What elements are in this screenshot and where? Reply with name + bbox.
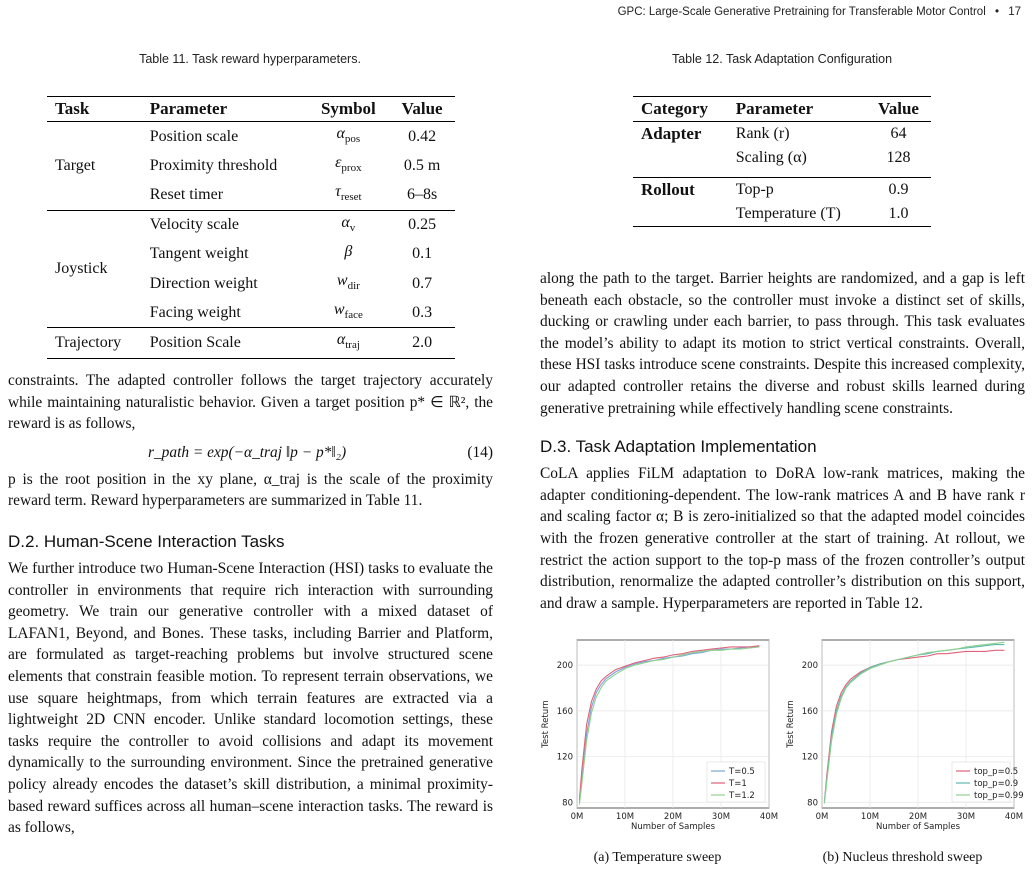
table12-parameter-cell: Rank (r) bbox=[728, 122, 866, 147]
table12-header-cell: Value bbox=[866, 97, 931, 122]
table12-value-cell: 1.0 bbox=[866, 202, 931, 227]
table11-symbol: τ bbox=[335, 183, 341, 201]
table11-value-cell: 0.3 bbox=[412, 303, 433, 321]
running-header bbox=[618, 6, 1021, 18]
table11-value-cell: 0.42 bbox=[389, 122, 455, 152]
table11-symbol-cell bbox=[307, 180, 389, 210]
table11-symbol-subscript: dir bbox=[347, 280, 360, 293]
table12-header-cell: Category bbox=[633, 97, 728, 122]
x-tick-label: 40M bbox=[1004, 812, 1024, 822]
table12-value-cell: 128 bbox=[886, 149, 911, 166]
table11-symbol-cell bbox=[307, 269, 389, 298]
table11-symbol: β bbox=[344, 242, 353, 260]
left-paragraph-1: constraints. The adapted controller follows the target trajectory accurately while maintaining naturalistic behavior. Given a target position p* ∈ ℝ², the reward is as follows, bbox=[8, 372, 493, 433]
table11-symbol-cell bbox=[307, 210, 389, 240]
table11-task-cell: Trajectory bbox=[47, 328, 142, 358]
y-tick-label: 120 bbox=[801, 752, 818, 763]
header-title: GPC: Large-Scale Generative Pretraining for Transferable Motor Control bbox=[617, 6, 986, 18]
table11-symbol-subscript: prox bbox=[341, 162, 362, 175]
table11-parameter-cell: Reset timer bbox=[149, 185, 224, 203]
table11-symbol: α bbox=[341, 213, 350, 231]
table12-header-row bbox=[633, 97, 931, 122]
table11-symbol-cell bbox=[307, 298, 389, 328]
left-column bbox=[8, 370, 493, 839]
table11-symbol-cell bbox=[307, 151, 389, 180]
table11-symbol-subscript: reset bbox=[340, 191, 362, 204]
table11-task-cell: Target bbox=[47, 122, 142, 211]
y-axis-label: Test Return bbox=[786, 700, 796, 748]
table11-symbol: w bbox=[333, 301, 345, 319]
table11-header-row bbox=[47, 97, 455, 122]
legend-label: T=1 bbox=[729, 779, 747, 789]
table11-value-cell: 0.1 bbox=[412, 245, 433, 263]
table12-category-cell: Rollout bbox=[633, 178, 728, 227]
table11-symbol: α bbox=[336, 125, 345, 142]
table11-parameter-cell: Position Scale bbox=[142, 328, 308, 358]
legend-label: T=0.5 bbox=[729, 767, 755, 777]
x-tick-label: 10M bbox=[860, 812, 880, 822]
table11-parameter-cell: Facing weight bbox=[149, 303, 241, 321]
y-tick-label: 160 bbox=[556, 706, 573, 717]
table11-value-cell: 2.0 bbox=[389, 328, 455, 358]
equation-number: (14) bbox=[467, 443, 493, 461]
table11-symbol-subscript: pos bbox=[344, 133, 361, 146]
x-tick-label: 20M bbox=[663, 812, 683, 822]
x-tick-label: 20M bbox=[908, 812, 928, 822]
legend-label: T=1.2 bbox=[729, 791, 755, 801]
y-tick-label: 200 bbox=[556, 661, 573, 672]
table11-symbol-cell bbox=[307, 328, 389, 358]
chart-temperature-sweep bbox=[535, 628, 780, 843]
right-column bbox=[540, 268, 1025, 614]
table11-header-cell: Task bbox=[47, 97, 142, 122]
chart-nucleus-threshold-sweep bbox=[780, 628, 1025, 843]
legend-label: top_p=0.9 bbox=[974, 779, 1019, 789]
table12-header-cell: Parameter bbox=[728, 97, 866, 122]
y-tick-label: 80 bbox=[562, 798, 573, 809]
right-paragraph-2: CoLA applies FiLM adaptation to DoRA low-rank matrices, making the adapter conditioning-dependent. The low-rank matrices A and B have rank r and scaling factor α; B is zero-initialized so that the adapted model coincides with the frozen generative controller at the start of training. At rollout, we restrict the action support to the top-p mass of the frozen controller’s output distribution, renormalize the adapted controller’s distribution on this support, and draw a sample. Hyperparameters are reported in Table 12. bbox=[540, 465, 1025, 612]
table12-parameter-cell: Top-p bbox=[728, 178, 866, 203]
x-tick-label: 40M bbox=[759, 812, 779, 822]
section-d2-title: D.2. Human-Scene Interaction Tasks bbox=[8, 531, 285, 551]
equation-14 bbox=[8, 439, 493, 469]
legend-label: top_p=0.5 bbox=[974, 767, 1019, 777]
table11-parameter-cell: Proximity threshold bbox=[149, 156, 278, 174]
caption-a: (a) Temperature sweep bbox=[593, 850, 722, 865]
left-paragraph-2: p is the root position in the xy plane, α_traj is the scale of the proximity reward term. Reward hyperparameters are summarized in Table 11. bbox=[8, 470, 493, 510]
left-paragraph-3: We further introduce two Human-Scene Interaction (HSI) tasks to evaluate the controller in environments that require rich interaction with surrounding geometry. We train our generative controller with a mixed dataset of LAFAN1, Beyond, and Bones. These tasks, including Barrier and Platform, are formulated as target-reaching problems but involve structured scene elements that constrain feasible motion. To represent terrain observations, we use square heightmaps, from which terrain features are extracted via a lightweight 2D CNN encoder. Unlike standard locomotion settings, these tasks require the controller to avoid collisions and adapt its movement dynamically to the surrounding environment. Since the pretrained generative policy already encodes the dataset’s skill distribution, a minimal proximity-based reward suffices across all human–scene interaction tasks. The reward is as follows, bbox=[8, 559, 493, 837]
x-tick-label: 0M bbox=[570, 812, 584, 822]
caption-b: (b) Nucleus threshold sweep bbox=[822, 850, 983, 865]
table12-parameter-cell: Temperature (T) bbox=[728, 202, 866, 227]
table11-value-cell: 0.5 m bbox=[403, 156, 441, 174]
table11-row bbox=[47, 122, 455, 152]
y-tick-label: 200 bbox=[801, 661, 818, 672]
x-tick-label: 0M bbox=[815, 812, 829, 822]
y-tick-label: 80 bbox=[807, 798, 818, 809]
table12-value-cell: 0.9 bbox=[866, 178, 931, 203]
table11-parameter-cell: Tangent weight bbox=[149, 245, 249, 263]
table11-symbol: ε bbox=[335, 154, 342, 172]
y-tick-label: 160 bbox=[801, 706, 818, 717]
table11-caption: Table 11. Task reward hyperparameters. bbox=[139, 52, 361, 66]
table11-value-cell: 6–8s bbox=[406, 185, 438, 203]
table11-header-cell: Parameter bbox=[142, 97, 308, 122]
y-tick-label: 120 bbox=[556, 752, 573, 763]
table12-caption: Table 12. Task Adaptation Configuration bbox=[671, 52, 893, 66]
table11-parameter-cell: Direction weight bbox=[149, 274, 258, 292]
table11-value-cell: 0.7 bbox=[412, 274, 433, 292]
x-tick-label: 10M bbox=[615, 812, 635, 822]
table11-header-cell: Symbol bbox=[307, 97, 389, 122]
y-axis-label: Test Return bbox=[541, 700, 551, 748]
table11-parameter-cell: Velocity scale bbox=[142, 210, 308, 240]
table11-value-cell: 0.25 bbox=[389, 210, 455, 240]
table12-row bbox=[633, 178, 931, 203]
table12-parameter-cell: Scaling (α) bbox=[735, 149, 807, 166]
right-paragraph-1: along the path to the target. Barrier heights are randomized, and a gap is left beneath each obstacle, so the controller must invoke a distinct set of skills, ducking or crawling under each barrier, to pass through. This task evaluates the model’s ability to adapt its motion to strict vertical constraints. Overall, these HSI tasks introduce scene constraints. Despite this increased complexity, our adapted controller retains the diverse and robust skills learned during generative pretraining while effectively handling scene constraints. bbox=[540, 270, 1025, 417]
x-tick-label: 30M bbox=[956, 812, 976, 822]
table11 bbox=[47, 96, 455, 359]
legend-label: top_p=0.99 bbox=[974, 791, 1024, 801]
table12-row bbox=[633, 122, 931, 147]
x-axis-label: Number of Samples bbox=[875, 822, 961, 832]
table11-symbol: α bbox=[336, 331, 346, 349]
table12 bbox=[633, 96, 931, 227]
x-tick-label: 30M bbox=[711, 812, 731, 822]
table11-header-cell: Value bbox=[389, 97, 455, 122]
table11-task-cell: Joystick bbox=[47, 210, 142, 328]
header-bullet: • bbox=[994, 6, 999, 18]
equation-text: r_path = exp(−α_traj ‖p − p*‖₂) bbox=[148, 443, 347, 461]
table11-symbol-subscript: v bbox=[349, 221, 356, 234]
table11-symbol: w bbox=[336, 271, 348, 289]
page-number: 17 bbox=[1008, 6, 1021, 18]
table11-symbol-cell bbox=[307, 122, 389, 152]
table11-symbol-cell bbox=[307, 240, 389, 269]
table11-symbol-subscript: traj bbox=[345, 339, 360, 352]
table11-parameter-cell: Position scale bbox=[142, 122, 308, 152]
table12-value-cell: 64 bbox=[866, 122, 931, 147]
table11-symbol-subscript: face bbox=[344, 309, 363, 322]
table11-row bbox=[47, 328, 455, 358]
table11-row bbox=[47, 210, 455, 240]
x-axis-label: Number of Samples bbox=[630, 822, 716, 832]
section-d3-title: D.3. Task Adaptation Implementation bbox=[540, 437, 817, 457]
table12-category-cell: Adapter bbox=[633, 122, 728, 178]
